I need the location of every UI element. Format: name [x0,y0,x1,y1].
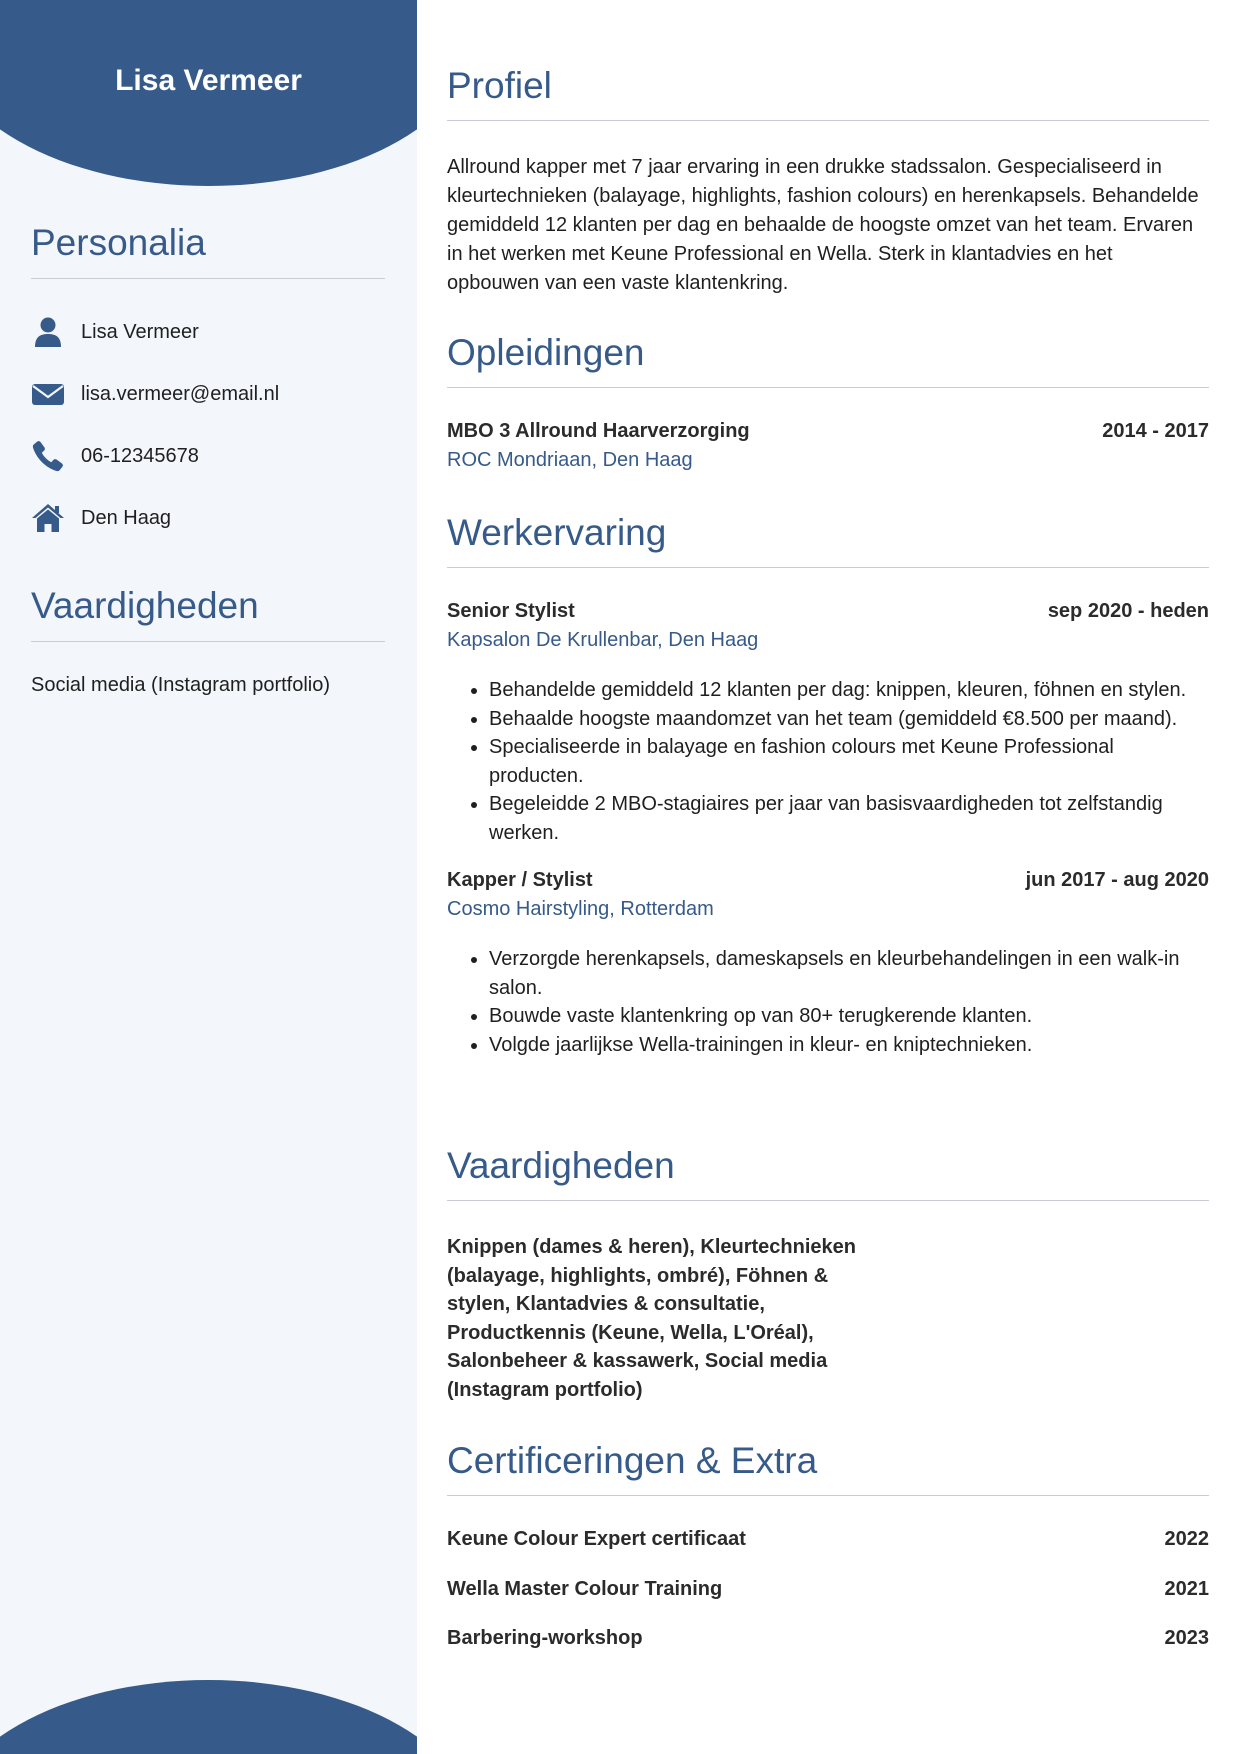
certification-name: Wella Master Colour Training [447,1577,723,1600]
education-heading: Opleidingen [447,332,1209,388]
sidebar-skills-section [31,585,385,697]
skills-text: Knippen (dames & heren), Kleurtechnieken (balayage, highlights, ombré), Föhnen & stylen, Klantadvies & consultatie, Productkennis (Keune, Wella, L'Oréal), Salonbeheer & kassawerk, Social media (Instagram portfolio) [447,1236,856,1401]
job-bullets [447,676,1209,847]
job-company: Cosmo Hairstyling, Rotterdam [447,898,714,920]
personalia-section [31,222,385,549]
job-title: Senior Stylist [447,600,575,622]
experience-entry-header [447,600,1209,623]
experience-section [447,512,1209,1059]
sidebar-footer-shape [0,1680,417,1754]
list-item: • Volgde jaarlijkse Wella-trainingen in kleur- en kniptechnieken. [489,1031,1209,1060]
certification-row [447,1578,1209,1628]
phone-icon [31,439,65,473]
profile-heading: Profiel [447,65,1209,121]
job-bullets [447,945,1209,1059]
list-item: • Verzorgde herenkapsels, dameskapsels en kleurbehandelingen in een walk-in salon. [489,945,1209,1002]
candidate-name: Lisa Vermeer [115,64,302,97]
certifications-heading: Certificeringen & Extra [447,1440,1209,1496]
education-title: MBO 3 Allround Haarverzorging [447,420,750,442]
job-date: sep 2020 - heden [1047,600,1209,622]
profile-text: Allround kapper met 7 jaar ervaring in een drukke stadssalon. Gespecialiseerd in kleurtechnieken (balayage, highlights, fashion colours) en herenkapsels. Behandelde gemiddeld 12 klanten per dag en behaalde de hoogste omzet van het team. Ervaren in het werken met Keune Professional en Wella. Sterk in klantadvies en het opbouwen van een vaste klantenkring. [447,156,1199,294]
user-icon [31,315,65,349]
contact-name-row [31,301,385,363]
job-date: jun 2017 - aug 2020 [1025,869,1209,891]
envelope-icon [31,377,65,411]
certifications-section [447,1440,1209,1677]
experience-entry-header [447,869,1209,892]
education-entry [447,420,1209,472]
list-item: • Bouwde vaste klantenkring op van 80+ terugkerende klanten. [489,1002,1209,1031]
skills-section [447,1145,1209,1404]
experience-entry [447,600,1209,847]
list-item: • Specialiseerde in balayage en fashion colours met Keune Professional producten. [489,733,1209,790]
experience-entry [447,869,1209,1059]
certification-year: 2022 [1164,1528,1209,1550]
profile-section [447,65,1209,298]
education-entry-header [447,420,1209,443]
contact-email[interactable]: lisa.vermeer@email.nl [81,382,280,405]
job-title: Kapper / Stylist [447,869,593,891]
job-company: Kapsalon De Krullenbar, Den Haag [447,629,759,651]
list-item: • Begeleidde 2 MBO-stagiaires per jaar van basisvaardigheden tot zelfstandig werken. [489,790,1209,847]
certification-year: 2021 [1164,1577,1209,1600]
education-school: ROC Mondriaan, Den Haag [447,449,693,471]
contact-list [31,301,385,549]
education-date: 2014 - 2017 [1102,420,1209,442]
home-icon [31,501,65,535]
list-item: • Behandelde gemiddeld 12 klanten per dag: knippen, kleuren, föhnen en stylen. [489,676,1209,705]
certification-name: Barbering-workshop [447,1627,643,1649]
certification-row [447,1528,1209,1578]
sidebar-skills-heading: Vaardigheden [31,585,385,642]
personalia-heading: Personalia [31,222,385,279]
certification-row [447,1627,1209,1677]
education-section [447,332,1209,472]
list-item: • Behaalde hoogste maandomzet van het team (gemiddeld €8.500 per maand). [489,705,1209,734]
contact-email-row [31,363,385,425]
contact-location: Den Haag [81,506,172,529]
skills-heading: Vaardigheden [447,1145,1209,1201]
sidebar [0,0,417,1754]
contact-phone[interactable]: 06-12345678 [81,444,199,467]
certification-name: Keune Colour Expert certificaat [447,1528,746,1550]
contact-phone-row [31,425,385,487]
contact-location-row [31,487,385,549]
experience-heading: Werkervaring [447,512,1209,568]
certification-year: 2023 [1164,1627,1209,1649]
contact-name: Lisa Vermeer [81,320,199,343]
sidebar-skills-text: Social media (Instagram portfolio) [31,674,331,696]
certifications-list [447,1528,1209,1677]
